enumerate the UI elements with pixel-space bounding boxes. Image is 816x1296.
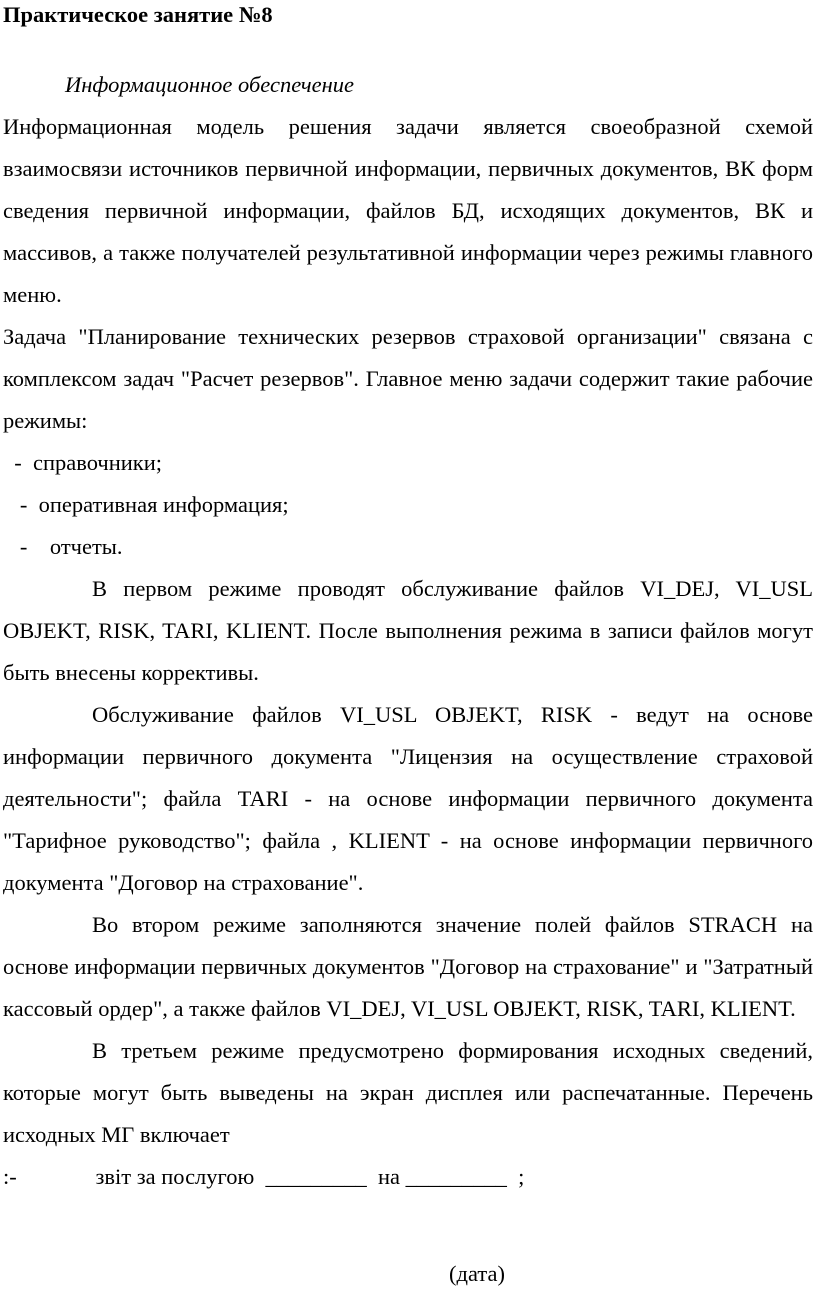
list-item-mode-1: - справочники; [3, 450, 163, 475]
list-item-mode-2: - оперативная информация; [3, 492, 289, 517]
paragraph-first-mode: В первом режиме проводят обслуживание файлов VI_DEJ, VI_USL OBJEKT, RISK, TARI, KLIENT. После выполнения режима в записи файлов могут быть внесены коррективы. [3, 576, 813, 685]
date-caption: (дата) [449, 1261, 505, 1286]
paragraph-task-description: Задача "Планирование технических резервов страховой организации" связана с комплексом задач "Расчет резервов". Главное меню задачи содержит такие рабочие режимы: [3, 324, 813, 433]
section-subtitle: Информационное обеспечение [65, 72, 355, 97]
report-line: :- звіт за послугою _________ на _________ ; [3, 1164, 525, 1189]
paragraph-file-maintenance: Обслуживание файлов VI_USL OBJEKT, RISK - ведут на основе информации первичного документа "Лицензия на осуществление страховой деятельности"; файла TARI - на основе информации первичного документа "Тарифное руководство"; файла , KLIENT - на основе информации первичного документа "Договор на страхование". [3, 702, 813, 895]
paragraph-third-mode: В третьем режиме предусмотрено формирования исходных сведений, которые могут быть выведены на экран дисплея или распечатанные. Перечень исходных МГ включает [3, 1038, 813, 1147]
page-title: Практическое занятие №8 [3, 2, 273, 27]
list-item-mode-3: - отчеты. [3, 534, 123, 559]
paragraph-information-model: Информационная модель решения задачи является своеобразной схемой взаимосвязи источников первичной информации, первичных документов, ВК форм сведения первичной информации, файлов БД, исходящих документов, ВК и массивов, а также получателей результативной информации через режимы главного меню. [3, 114, 813, 307]
document-body [3, 106, 813, 1198]
paragraph-second-mode: Во втором режиме заполняются значение полей файлов STRACH на основе информации первичных документов "Договор на страхование" и "Затратный кассовый ордер", а также файлов VI_DEJ, VI_USL OBJEKT, RISK, TARI, KLIENT. [3, 912, 813, 1021]
